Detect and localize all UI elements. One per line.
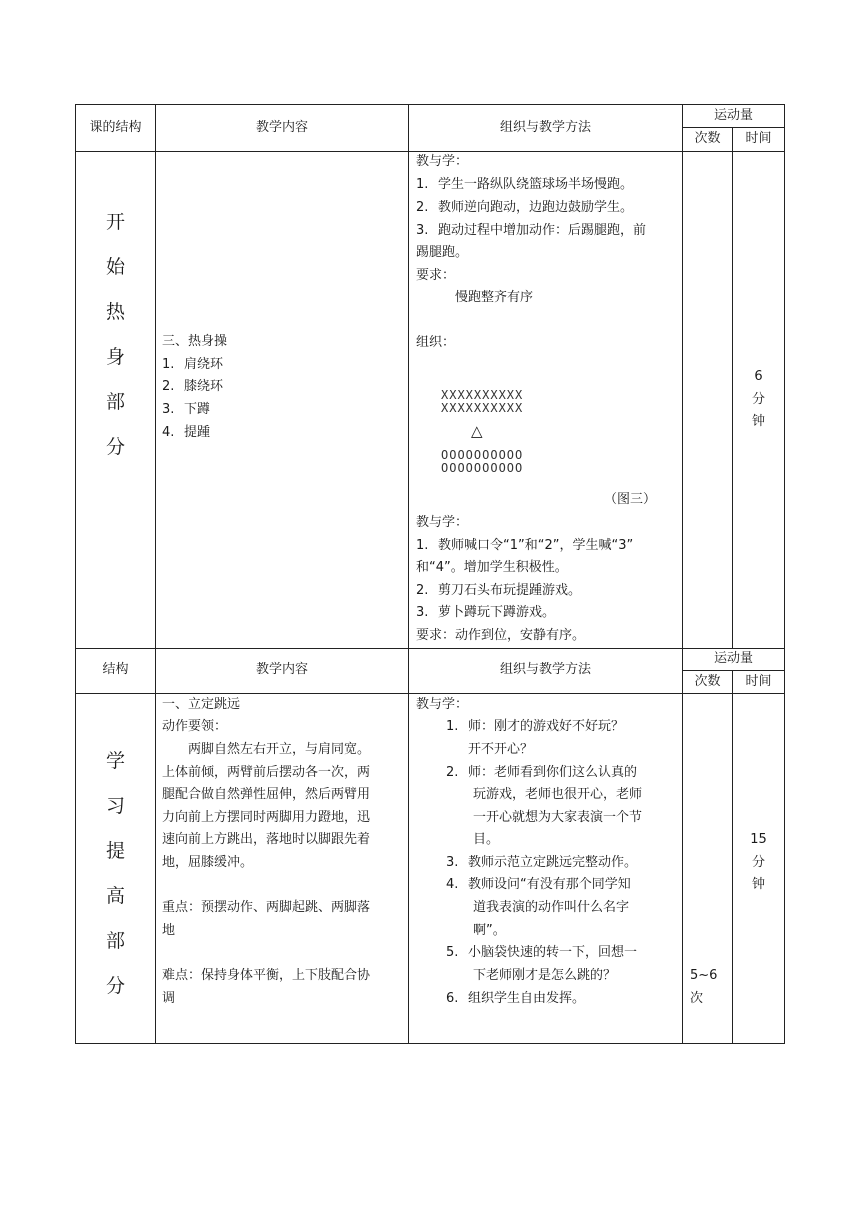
rule [75, 104, 785, 105]
time-unit: 钟 [751, 414, 765, 429]
list-item [446, 852, 637, 874]
list-item-text: 教师喊口令“1”和“2”，学生喊“3” [438, 538, 634, 553]
title-char: 开 [105, 211, 125, 233]
content-line: 调 [162, 991, 176, 1006]
student-row-x: XXXXXXXXXX [441, 401, 524, 415]
list-item-text: 学生一路纵队绕篮球场半场慢跑。 [438, 177, 634, 192]
list-item-text: 组织学生自由发挥。 [468, 991, 586, 1006]
list-item-continuation: 啊”。 [473, 923, 506, 938]
list-item: 1. 肩绕环 [162, 357, 224, 372]
list-item [446, 762, 637, 784]
header-method: 组织与教学方法 [499, 662, 591, 677]
content-line: 地 [162, 923, 176, 938]
list-item-continuation: 玩游戏，老师也很开心，老师 [473, 787, 643, 802]
teach-label: 教与学： [416, 515, 469, 530]
list-item-text: 剪刀石头布玩提踵游戏。 [438, 583, 582, 598]
list-item [446, 988, 585, 1010]
list-number: 2. [446, 765, 459, 780]
teacher-triangle-icon: △ [471, 422, 483, 440]
rule [732, 127, 733, 649]
title-char: 身 [105, 346, 125, 368]
list-item-continuation: 目。 [473, 832, 500, 847]
count-value: 5~6 [690, 968, 718, 983]
list-item-text: 教师设问“有没有那个同学知 [468, 877, 631, 892]
rule [784, 104, 785, 1044]
list-item [446, 716, 624, 738]
require-label: 要求： [416, 268, 456, 283]
content-line: 一、立定跳远 [162, 697, 241, 712]
teach-label: 教与学： [416, 697, 469, 712]
content-line: 动作要领： [162, 719, 228, 734]
list-item-text: 师：老师看到你们这么认真的 [468, 765, 638, 780]
header-load: 运动量 [713, 651, 753, 666]
rule [75, 1043, 785, 1044]
list-item-continuation: 下老师刚才是怎么跳的？ [473, 968, 617, 983]
list-item-continuation: 道我表演的动作叫什么名字 [473, 900, 630, 915]
student-row-o: OOOOOOOOOO [441, 448, 524, 462]
list-item: 2. 剪刀石头布玩提踵游戏。 [416, 583, 582, 598]
count-unit: 次 [690, 991, 704, 1006]
list-item: 3. 跑动过程中增加动作：后踢腿跑，前 [416, 223, 647, 238]
content-line: 地，屈膝缓冲。 [162, 855, 254, 870]
list-number: 1. [446, 719, 459, 734]
list-item: 3. 下蹲 [162, 402, 211, 417]
list-item: 3. 萝卜蹲玩下蹲游戏。 [416, 605, 556, 620]
list-item: 2. 膝绕环 [162, 379, 224, 394]
time-value: 15 [750, 832, 767, 847]
list-item-text: 下蹲 [184, 402, 211, 417]
title-char: 学 [105, 750, 125, 772]
org-label: 组织： [416, 335, 456, 350]
list-number: 5. [446, 945, 459, 960]
time-unit: 分 [751, 392, 765, 407]
list-item [446, 942, 637, 964]
list-item-text: 小脑袋快速的转一下，回想一 [468, 945, 638, 960]
list-item-text: 跑动过程中增加动作：后踢腿跑，前 [438, 223, 647, 238]
list-item-continuation: 一开心就想为大家表演一个节 [473, 810, 643, 825]
list-item-continuation: 开不开心？ [468, 742, 534, 757]
title-char: 部 [105, 930, 125, 952]
list-item: 4. 提踵 [162, 425, 211, 440]
header-duration: 时间 [745, 674, 772, 689]
header-structure: 课的结构 [89, 120, 142, 135]
header-content: 教学内容 [255, 120, 308, 135]
time-unit: 钟 [751, 877, 765, 892]
list-item-text: 教师示范立定跳远完整动作。 [468, 855, 638, 870]
list-item-text: 提踵 [184, 425, 211, 440]
content-line: 重点：预摆动作、两脚起跳、两脚落 [162, 900, 371, 915]
rule [75, 648, 785, 649]
title-char: 始 [105, 256, 125, 278]
header-load: 运动量 [713, 108, 753, 123]
rule [408, 104, 409, 1044]
title-char: 习 [105, 795, 125, 817]
list-item-continuation: 和“4”。增加学生积极性。 [416, 560, 568, 575]
list-item-text: 膝绕环 [184, 379, 224, 394]
teach-label: 教与学： [416, 154, 469, 169]
header-structure: 结构 [102, 662, 129, 677]
list-item: 1. 学生一路纵队绕篮球场半场慢跑。 [416, 177, 634, 192]
time-unit: 分 [751, 855, 765, 870]
list-item: 1. 教师喊口令“1”和“2”，学生喊“3” [416, 538, 634, 553]
header-content: 教学内容 [255, 662, 308, 677]
title-char: 高 [105, 885, 125, 907]
title-char: 分 [105, 975, 125, 997]
warmup-heading: 三、热身操 [162, 334, 228, 349]
rule [155, 104, 156, 1044]
section-title-learning [76, 751, 155, 1021]
list-item: 2. 教师逆向跑动，边跑边鼓励学生。 [416, 200, 634, 215]
list-number: 4. [446, 877, 459, 892]
require-text: 要求：动作到位，安静有序。 [416, 628, 586, 643]
list-number: 6. [446, 991, 459, 1006]
content-line: 上体前倾，两臂前后摆动各一次，两 [162, 765, 371, 780]
header-times: 次数 [694, 674, 721, 689]
content-line: 速向前上方跳出，落地时以脚跟先着 [162, 832, 371, 847]
figure-caption: （图三） [604, 492, 657, 507]
list-item-text: 师：刚才的游戏好不好玩？ [468, 719, 625, 734]
header-duration: 时间 [745, 131, 772, 146]
content-line: 两脚自然左右开立，与肩同宽。 [162, 742, 371, 757]
list-number: 3. [446, 855, 459, 870]
list-item-continuation: 踢腿跑。 [416, 245, 469, 260]
list-item-text: 肩绕环 [184, 357, 224, 372]
header-times: 次数 [694, 131, 721, 146]
list-item [446, 874, 631, 896]
header-method: 组织与教学方法 [499, 120, 591, 135]
title-char: 分 [105, 436, 125, 458]
require-text: 慢跑整齐有序 [455, 290, 534, 305]
content-line: 力向前上方摆同时两脚用力蹬地，迅 [162, 810, 371, 825]
student-row-o: OOOOOOOOOO [441, 461, 524, 475]
list-item-text: 萝卜蹲玩下蹲游戏。 [438, 605, 556, 620]
student-row-x: XXXXXXXXXX [441, 388, 524, 402]
content-line: 难点：保持身体平衡，上下肢配合协 [162, 968, 371, 983]
section-title-warmup [76, 212, 155, 482]
content-line: 腿配合做自然弹性屈伸，然后两臂用 [162, 787, 371, 802]
list-item-text: 教师逆向跑动，边跑边鼓励学生。 [438, 200, 634, 215]
title-char: 热 [105, 301, 125, 323]
rule [682, 104, 683, 1044]
title-char: 提 [105, 840, 125, 862]
title-char: 部 [105, 391, 125, 413]
time-value: 6 [754, 369, 763, 384]
